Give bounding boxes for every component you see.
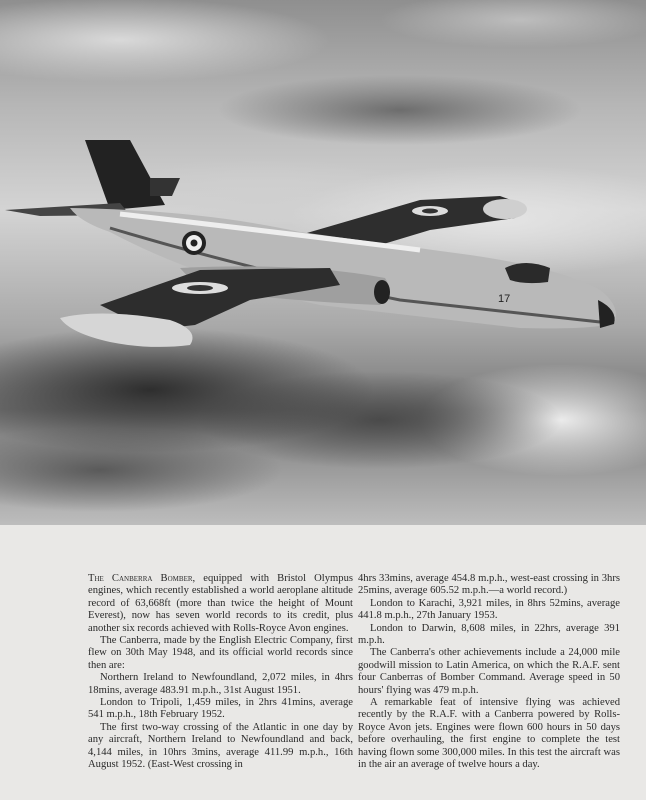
article-paragraph: The Canberra's other achievements include a 24,000 mile goodwill mission to Latin America, on which the R.A.F. sent four Canberras of Bomber Command. Average speed in 50 hours' flying was 479 m.p.h. [358,647,620,696]
svg-text:17: 17 [498,293,511,305]
record-entry: London to Tripoli, 1,459 miles, in 2hrs 41mins, average 541 m.p.h., 18th February 1952. [88,697,353,721]
record-entry: London to Darwin, 8,608 miles, in 22hrs, average 391 m.p.h. [358,622,620,647]
article-column-1 [88,573,353,772]
article-lead: The Canberra Bomber [88,573,193,584]
article-intro: The Canberra Bomber, equipped with Bristol Olympus engines, which recently established a world aeroplane altitude record of 63,668ft (more than twice the height of Mount Everest), now has seven world records to its credit, plus another six records achieved with Rolls-Royce Avon engines. [88,573,353,634]
article-column-2 [358,573,620,772]
article-paragraph: A remarkable feat of intensive flying was achieved recently by the R.A.F. with a Canberra powered by Rolls-Royce Avon jets. Engines were flown 600 hours in 50 days before overhauling, the first engine to complete the test having flown some 300,000 miles. In this test the aircraft was in the air an average of twelve hours a day. [358,697,620,771]
record-entry: London to Karachi, 3,921 miles, in 8hrs 52mins, average 441.8 m.p.h., 27th January 1953. [358,597,620,622]
record-entry: The first two-way crossing of the Atlantic in one day by any aircraft, Northern Ireland to Newfoundland and back, 4,144 miles, in 10hrs 3mins, average 411.99 m.p.h., 16th August 1952. (East-West crossing in [88,721,353,771]
record-entry: Northern Ireland to Newfoundland, 2,072 miles, in 4hrs 18mins, average 483.91 m.p.h., 31st August 1951. [88,672,353,696]
record-entry-continued: 4hrs 33mins, average 454.8 m.p.h., west-east crossing in 3hrs 25mins, average 605.52 m.p.h.—a world record.) [358,573,620,597]
article-paragraph: The Canberra, made by the English Electric Company, first flew on 30th May 1948, and its official world records since then are: [88,635,353,671]
